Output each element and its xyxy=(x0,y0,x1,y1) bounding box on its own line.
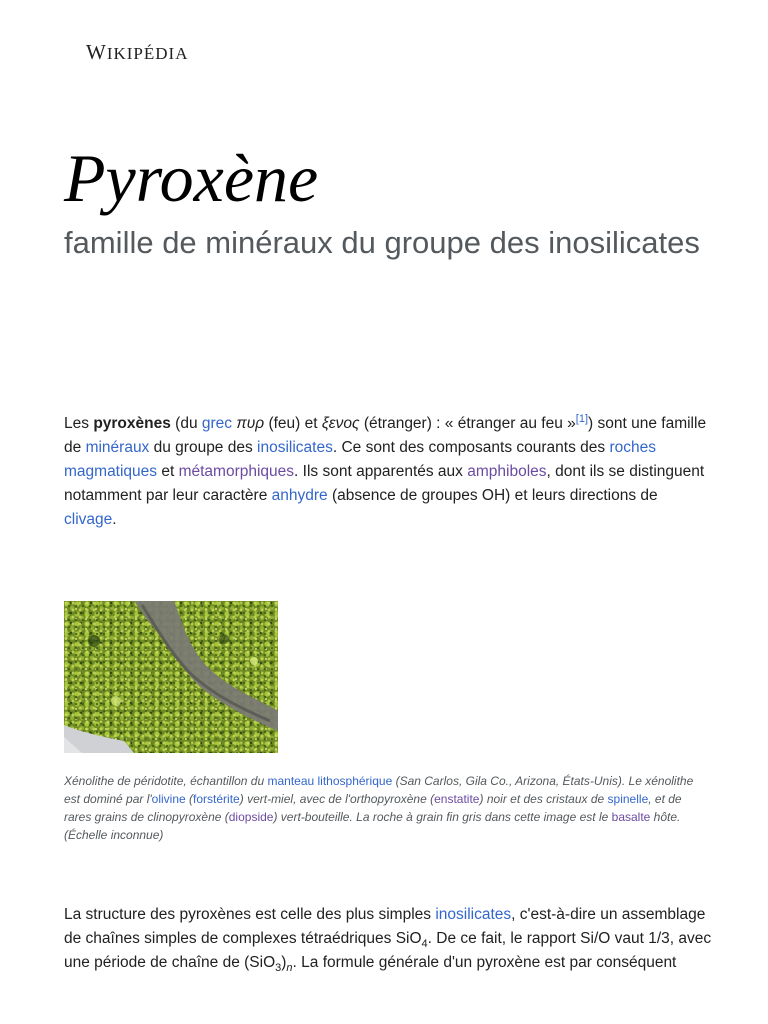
page-title: Pyroxène xyxy=(64,140,319,216)
logo-initial: W xyxy=(86,40,107,64)
intro-paragraph: Les pyroxènes (du grec πυρ (feu) et ξενος (étranger) : « étranger au feu »[1]) sont une famille de minéraux du groupe des inosilicates. Ce sont des composants courants des roches magmatiques et métamorphiques. Ils sont apparentés aux amphiboles, dont ils se distinguent notamment par leur caractère anhydre (absence de groupes OH) et leurs directions de clivage. xyxy=(64,412,707,528)
link-enstatite[interactable]: enstatite xyxy=(434,792,480,806)
link-forsterite[interactable]: forstérite xyxy=(193,792,240,806)
link-roches-magmatiques[interactable]: roches magmatiques xyxy=(64,439,656,480)
link-clivage[interactable]: clivage xyxy=(64,511,113,528)
wikipedia-logo[interactable] xyxy=(86,40,188,65)
link-olivine[interactable]: olivine xyxy=(151,792,186,806)
bold-term: pyroxènes xyxy=(93,415,171,432)
link-anhydre[interactable]: anhydre xyxy=(271,487,328,504)
link-diopside[interactable]: diopside xyxy=(228,810,274,824)
link-manteau[interactable]: manteau lithosphérique xyxy=(267,774,393,788)
page-subtitle: famille de minéraux du groupe des inosilicates xyxy=(64,225,700,260)
logo-rest: IKIPÉDIA xyxy=(106,44,189,63)
link-basalte[interactable]: basalte xyxy=(611,810,651,824)
xenolith-photo[interactable] xyxy=(64,601,278,753)
reference-link-1[interactable]: [1] xyxy=(575,412,589,425)
link-mineraux[interactable]: minéraux xyxy=(85,439,150,456)
link-inosilicates-2[interactable]: inosilicates xyxy=(435,906,512,923)
link-amphiboles[interactable]: amphiboles xyxy=(467,463,547,480)
figure-caption: Xénolithe de péridotite, échantillon du manteau lithosphérique (San Carlos, Gila Co., Arizona, États-Unis). Le xénolithe est dominé par l'olivine (forstérite) vert-miel, avec de l'orthopyroxène (enstatite) noir et des cristaux de spinelle, et de rares grains de clinopyroxène (diopside) vert-bouteille. La roche à grain fin gris dans cette image est le basalte hôte. (Échelle inconnue) xyxy=(64,774,694,842)
structure-paragraph: La structure des pyroxènes est celle des plus simples inosilicates, c'est-à-dire un assemblage de chaînes simples de complexes tétraédriques SiO$_4$. De ce fait, le rapport Si/O vaut 1/3, avec une période de chaîne de $(SiO_3)_n$. La formule générale d'un pyroxène est par conséquent xyxy=(64,906,712,975)
link-inosilicates[interactable]: inosilicates xyxy=(257,439,333,456)
link-spinelle[interactable]: spinelle xyxy=(607,792,649,806)
link-grec[interactable]: grec xyxy=(201,415,233,432)
link-metamorphiques[interactable]: métamorphiques xyxy=(178,463,295,480)
